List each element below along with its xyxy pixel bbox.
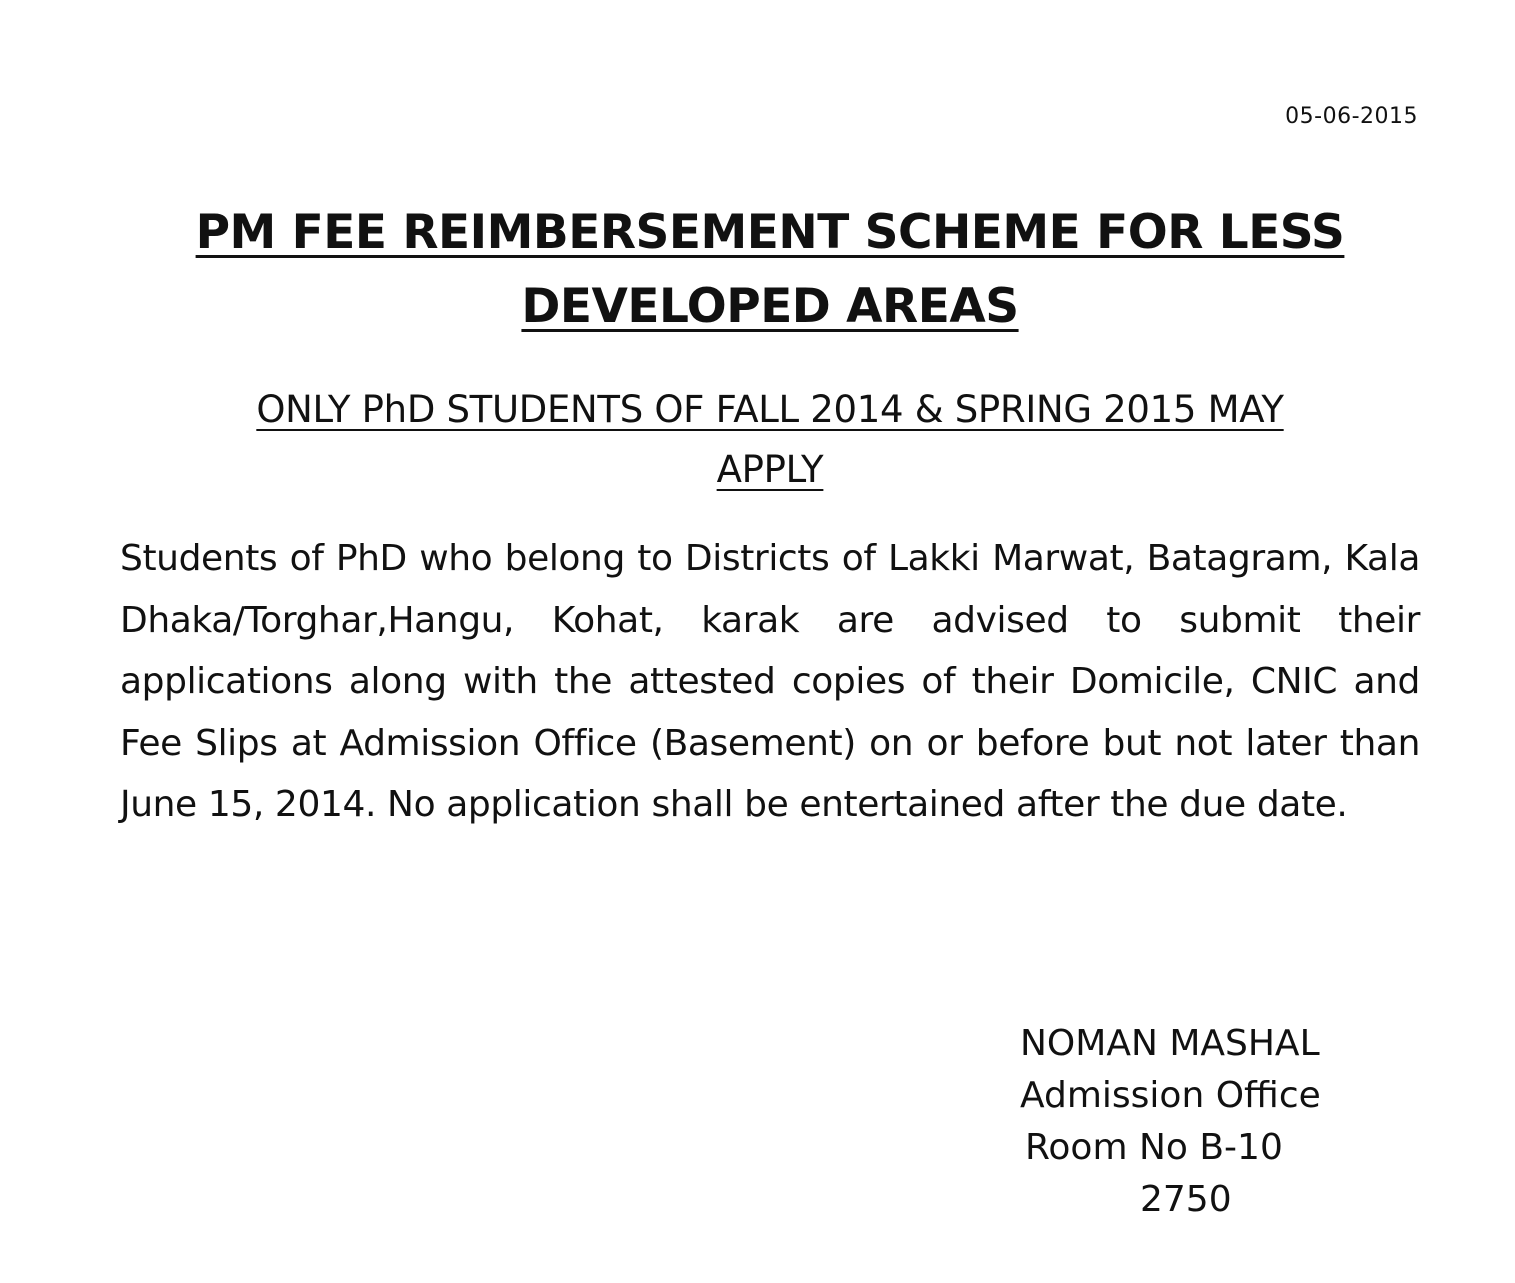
notice-body: Students of PhD who belong to Districts of Lakki Marwat, Batagram, Kala Dhaka/Torghar,Hangu, Kohat, karak are advised to submit their applications along with the attested copies of their Domicile, CNIC and Fee Slips at Admission Office (Basement) on or before but not later than June 15, 2014. No application shall be entertained after the due date. [120, 538, 1420, 825]
signatory-room: Room No B-10 [1025, 1127, 1283, 1168]
notice-subtitle-line-2: APPLY [716, 448, 824, 491]
signatory-office: Admission Office [1020, 1075, 1321, 1116]
notice-subtitle-line-1: ONLY PhD STUDENTS OF FALL 2014 & SPRING 2015 MAY [256, 388, 1284, 431]
signatory-extension: 2750 [1140, 1179, 1232, 1220]
notice-subtitle [120, 380, 1420, 500]
notice-date: 05-06-2015 [1285, 104, 1418, 129]
notice-title-line-1: PM FEE REIMBERSEMENT SCHEME FOR LESS [195, 205, 1345, 260]
signature-block [1020, 1018, 1440, 1226]
signatory-name: NOMAN MASHAL [1020, 1023, 1320, 1064]
notice-title [120, 196, 1420, 344]
notice-title-line-2: DEVELOPED AREAS [521, 279, 1019, 334]
